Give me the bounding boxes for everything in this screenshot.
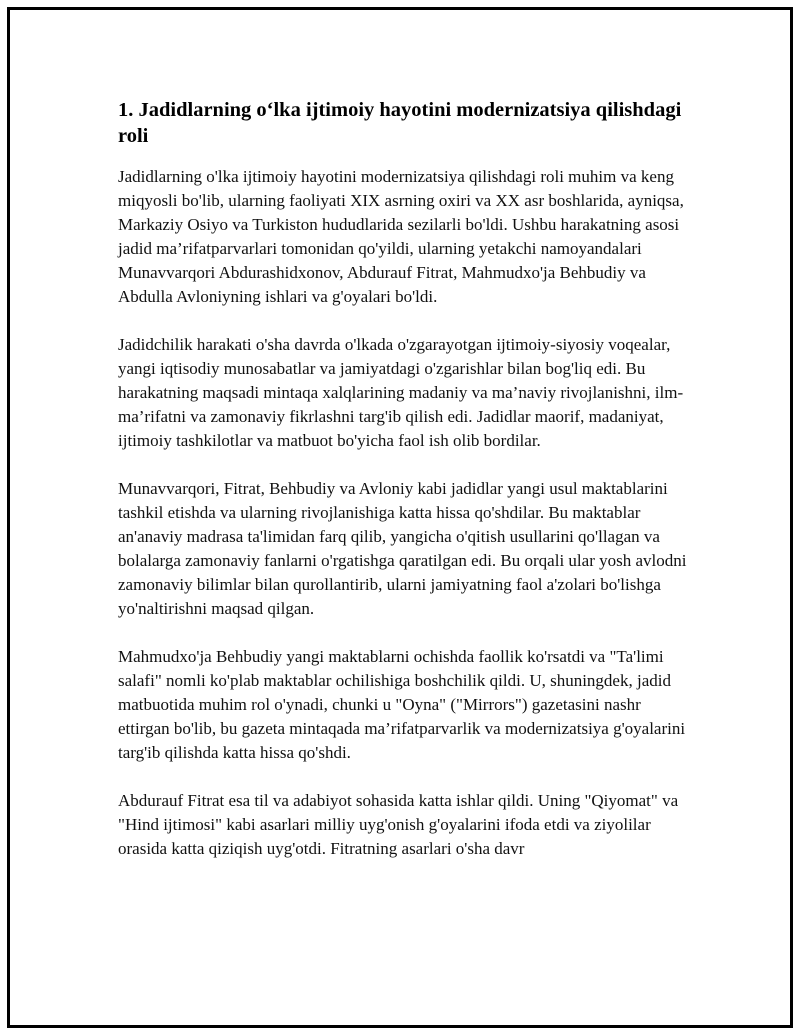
section-heading: 1. Jadidlarning o‘lka ijtimoiy hayotini modernizatsiya qilishdagi roli: [118, 99, 682, 147]
page-frame: [7, 7, 793, 1028]
paragraph-5: Abdurauf Fitrat esa til va adabiyot sohasida katta ishlar qildi. Uning "Qiyomat" va "Hind ijtimosi" kabi asarlari milliy uyg'onish g'oyalarini ifoda etdi va ziyolilar orasida katta qiziqish uyg'otdi. Fitratning asarlari o'sha davr: [118, 791, 679, 858]
paragraph-1: Jadidlarning o'lka ijtimoiy hayotini modernizatsiya qilishdagi roli muhim va keng miqyosli bo'lib, ularning faoliyati XIX asrning oxiri va XX asr boshlarida, ayniqsa, Markaziy Osiyo va Turkiston hududlarida sezilarli bo'ldi. Ushbu harakatning asosi jadid ma’rifatparvarlari tomonidan qo'yildi, ularning yetakchi namoyandalari Munavvarqori Abdurashidxonov, Abdurauf Fitrat, Mahmudxo'ja Behbudiy va Abdulla Avloniyning ishlari va g'oyalari bo'ldi.: [118, 167, 684, 306]
paragraph-2: Jadidchilik harakati o'sha davrda o'lkada o'zgarayotgan ijtimoiy-siyosiy voqealar, yangi iqtisodiy munosabatlar va jamiyatdagi o'zgarishlar bilan bog'liq edi. Bu harakatning maqsadi mintaqa xalqlarining madaniy va ma’naviy rivojlanishni, ilm-ma’rifatni va zamonaviy fikrlashni targ'ib qilish edi. Jadidlar maorif, madaniyat, ijtimoiy tashkilotlar va matbuot bo'yicha faol ish olib bordilar.: [118, 335, 684, 450]
paragraph-4: Mahmudxo'ja Behbudiy yangi maktablarni ochishda faollik ko'rsatdi va "Ta'limi salafi" nomli ko'plab maktablar ochilishiga boshchilik qildi. U, shuningdek, jadid matbuotida muhim rol o'ynadi, chunki u "Oyna" ("Mirrors") gazetasini nashr ettirgan bo'lib, bu gazeta mintaqada ma’rifatparvarlik va modernizatsiya g'oyalarini targ'ib qilishda katta hissa qo'shdi.: [118, 647, 686, 762]
paragraph-3: Munavvarqori, Fitrat, Behbudiy va Avloniy kabi jadidlar yangi usul maktablarini tashkil etishda va ularning rivojlanishiga katta hissa qo'shdilar. Bu maktablar an'anaviy madrasa ta'limidan farq qilib, yangicha o'qitish usullarini qo'llagan va bolalarga zamonaviy fanlarni o'rgatishga qaratilgan edi. Bu orqali ular yosh avlodni zamonaviy bilimlar bilan qurollantirib, ularni jamiyatning faol a'zolari bo'lishga yo'naltirishni maqsad qilgan.: [118, 479, 687, 618]
document-body: [118, 97, 693, 885]
